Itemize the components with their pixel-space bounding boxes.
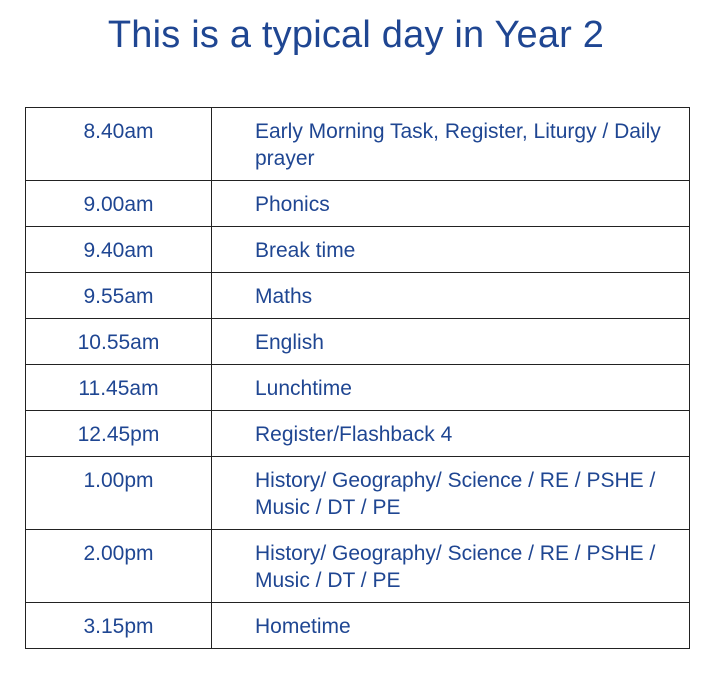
table-row: [26, 181, 690, 227]
table-row: [26, 411, 690, 457]
table-row: [26, 108, 690, 181]
activity-cell: Early Morning Task, Register, Liturgy / Daily prayer: [212, 108, 690, 181]
time-cell: 12.45pm: [26, 411, 212, 457]
activity-cell: Register/Flashback 4: [212, 411, 690, 457]
time-cell: 2.00pm: [26, 530, 212, 603]
table-row: [26, 319, 690, 365]
table-row: [26, 457, 690, 530]
time-cell: 3.15pm: [26, 603, 212, 649]
time-cell: 10.55am: [26, 319, 212, 365]
table-row: [26, 365, 690, 411]
table-row: [26, 530, 690, 603]
activity-cell: Maths: [212, 273, 690, 319]
table-row: [26, 273, 690, 319]
time-cell: 1.00pm: [26, 457, 212, 530]
activity-cell: Break time: [212, 227, 690, 273]
schedule-table: [25, 107, 690, 649]
time-cell: 9.00am: [26, 181, 212, 227]
time-cell: 9.40am: [26, 227, 212, 273]
time-cell: 8.40am: [26, 108, 212, 181]
activity-cell: Phonics: [212, 181, 690, 227]
table-row: [26, 603, 690, 649]
activity-cell: Lunchtime: [212, 365, 690, 411]
activity-cell: English: [212, 319, 690, 365]
time-cell: 9.55am: [26, 273, 212, 319]
time-cell: 11.45am: [26, 365, 212, 411]
page-title: This is a typical day in Year 2: [107, 14, 605, 56]
activity-cell: Hometime: [212, 603, 690, 649]
activity-cell: History/ Geography/ Science / RE / PSHE / Music / DT / PE: [212, 457, 690, 530]
activity-cell: History/ Geography/ Science / RE / PSHE / Music / DT / PE: [212, 530, 690, 603]
table-row: [26, 227, 690, 273]
